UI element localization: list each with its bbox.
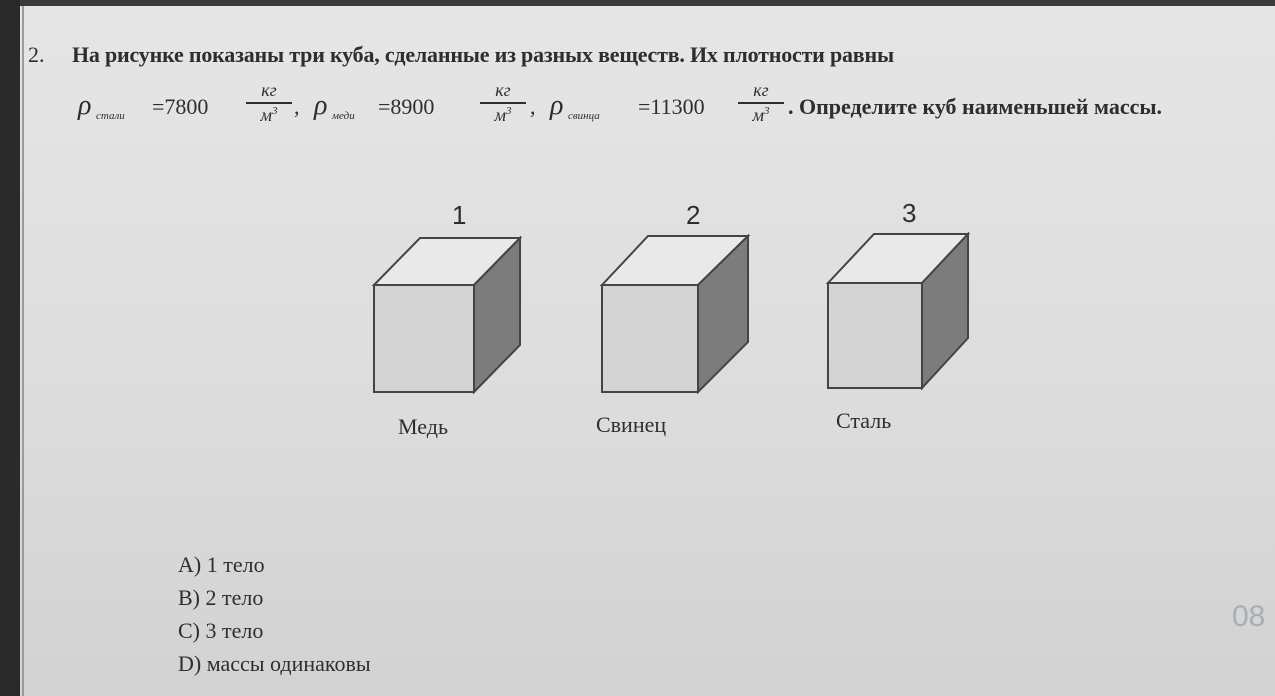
overlay-timer: 08	[1232, 600, 1266, 633]
unit-fraction	[480, 80, 526, 126]
question-tail: . Определите куб наименьшей массы.	[788, 94, 1163, 119]
fraction-bar	[738, 102, 784, 104]
rho-symbol: ρ	[550, 90, 564, 121]
unit-numerator: кг	[261, 80, 277, 100]
unit-fraction	[738, 80, 784, 126]
screen-top-bezel	[20, 0, 1275, 6]
cube-label-lead: Свинец	[596, 412, 667, 437]
screen-bezel	[0, 0, 20, 696]
cube-label-steel: Сталь	[836, 408, 892, 433]
cube-copper-figure	[370, 230, 525, 400]
answer-option-d[interactable]: D) массы одинаковы	[178, 651, 371, 676]
rho-symbol: ρ	[78, 90, 92, 121]
density-subscript: свинца	[568, 110, 600, 122]
answer-options	[178, 548, 371, 680]
fraction-bar	[246, 102, 292, 104]
question-text: На рисунке показаны три куба, сделанные из разных веществ. Их плотности равны	[72, 42, 894, 67]
page-margin-line	[22, 6, 24, 696]
cube-steel-figure	[824, 228, 974, 398]
question-number: 2.	[28, 42, 45, 67]
answer-option-a[interactable]: А) 1 тело	[178, 552, 265, 577]
density-formula	[78, 80, 1248, 150]
density-subscript: стали	[96, 110, 125, 122]
density-value: =11300	[638, 94, 705, 119]
unit-denominator: $м^3$	[752, 104, 770, 125]
answer-option-b[interactable]: В) 2 тело	[178, 585, 264, 610]
density-subscript: меди	[332, 110, 355, 122]
cube-number-3: 3	[902, 198, 917, 228]
fraction-bar	[480, 102, 526, 104]
unit-numerator: кг	[495, 80, 511, 100]
cube-lead-figure	[598, 230, 753, 400]
cube-number-2: 2	[686, 200, 701, 230]
separator: ,	[530, 94, 536, 119]
unit-fraction	[246, 80, 292, 126]
unit-denominator: $м^3$	[260, 104, 278, 125]
answer-option-c[interactable]: С) 3 тело	[178, 618, 264, 643]
cube-label-copper: Медь	[398, 414, 448, 439]
separator: ,	[294, 94, 300, 119]
rho-symbol: ρ	[314, 90, 328, 121]
density-value: =8900	[378, 94, 435, 119]
unit-numerator: кг	[753, 80, 769, 100]
unit-denominator: $м^3$	[494, 104, 512, 125]
density-value: =7800	[152, 94, 209, 119]
cube-number-1: 1	[452, 200, 467, 230]
